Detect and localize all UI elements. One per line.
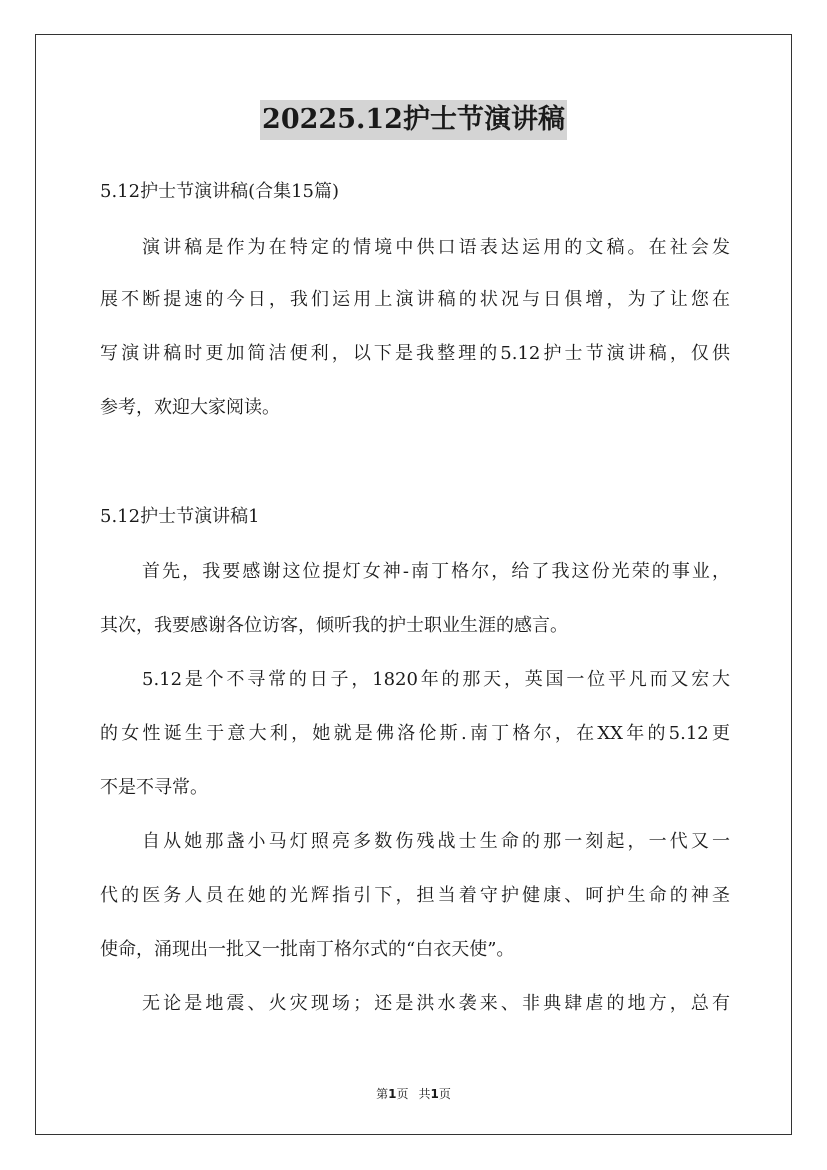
paragraph-line: 使命，涌现出一批又一批南丁格尔式的“白衣天使”。	[100, 939, 515, 960]
paragraph-line: 其次，我要感谢各位访客，倾听我的护士职业生涯的感言。	[100, 615, 568, 636]
footer-total-suffix: 页	[438, 1087, 451, 1101]
paragraph-line: 展不断提速的今日，我们运用上演讲稿的状况与日俱增，为了让您在	[100, 289, 730, 310]
paragraph-line: 不是不寻常。	[100, 777, 208, 798]
title-container	[0, 100, 827, 140]
section-heading-collection: 5.12护士节演讲稿(合集15篇)	[100, 181, 340, 202]
paragraph-line: 的女性诞生于意大利，她就是佛洛伦斯.南丁格尔，在XX年的5.12更	[100, 723, 730, 744]
paragraph-line: 参考，欢迎大家阅读。	[100, 397, 280, 418]
paragraph-line: 写演讲稿时更加简洁便利，以下是我整理的5.12护士节演讲稿，仅供	[100, 343, 730, 364]
document-title: 20225.12护士节演讲稿	[260, 100, 567, 140]
footer-page-suffix: 页	[396, 1087, 409, 1101]
page-footer	[0, 1086, 827, 1102]
footer-page-number: 1	[388, 1087, 397, 1101]
paragraph-line: 自从她那盏小马灯照亮多数伤残战士生命的那一刻起，一代又一	[142, 831, 730, 852]
paragraph-line: 演讲稿是作为在特定的情境中供口语表达运用的文稿。在社会发	[142, 237, 730, 258]
paragraph-line: 5.12是个不寻常的日子，1820年的那天，英国一位平凡而又宏大	[142, 669, 730, 690]
paragraph-line: 代的医务人员在她的光辉指引下，担当着守护健康、呵护生命的神圣	[100, 885, 730, 906]
footer-total-number: 1	[430, 1087, 439, 1101]
footer-page-prefix: 第	[376, 1087, 389, 1101]
paragraph-line: 无论是地震、火灾现场；还是洪水袭来、非典肆虐的地方，总有	[142, 993, 730, 1014]
paragraph-line: 首先，我要感谢这位提灯女神-南丁格尔，给了我这份光荣的事业，	[142, 561, 730, 582]
section-heading-speech-1: 5.12护士节演讲稿1	[100, 506, 260, 527]
footer-total-prefix: 共	[418, 1087, 431, 1101]
